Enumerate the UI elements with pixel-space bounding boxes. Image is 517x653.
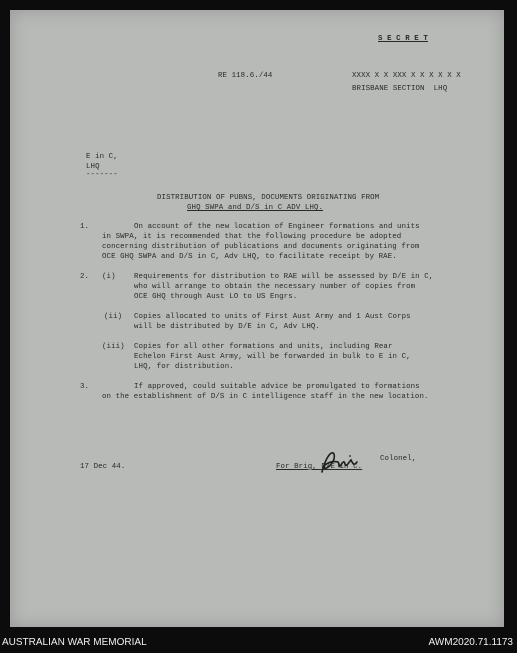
para-2ii-label: (ii) bbox=[104, 313, 123, 321]
section-heading: BRISBANE SECTION LHQ bbox=[352, 85, 448, 93]
subject-line-2: GHQ SWPA and D/S in C ADV LHQ. bbox=[187, 204, 324, 212]
document-date: 17 Dec 44. bbox=[80, 463, 126, 471]
para-2iii-line-3: LHQ, for distribution. bbox=[134, 363, 234, 371]
para-1-line-1: On account of the new location of Engineer formations and units bbox=[134, 223, 420, 231]
archive-reference: AWM2020.71.1173 bbox=[428, 637, 513, 648]
addressee-line-2: LHQ bbox=[86, 163, 100, 171]
para-2ii-line-2: will be distributed by D/E in C, Adv LHQ. bbox=[134, 323, 320, 331]
para-1-line-2: in SWPA, it is recommended that the following procedure be adopted bbox=[102, 233, 402, 241]
subject-line-1: DISTRIBUTION OF PUBNS, DOCUMENTS ORIGINATING FROM bbox=[157, 194, 380, 202]
para-1-number: 1. bbox=[80, 223, 90, 231]
para-2i-line-1: Requirements for distribution to RAE will be assessed by D/E in C, bbox=[134, 273, 434, 281]
para-3-number: 3. bbox=[80, 383, 90, 391]
para-3-line-2: on the establishment of D/S in C intelligence staff in the new location. bbox=[102, 393, 429, 401]
para-2iii-line-2: Echelon First Aust Army, will be forwarded in bulk to E in C, bbox=[134, 353, 411, 361]
para-2-number: 2. bbox=[80, 273, 90, 281]
para-2i-line-3: OCE GHQ through Aust LO to US Engrs. bbox=[134, 293, 298, 301]
para-2i-line-2: who will arrange to obtain the necessary number of copies from bbox=[134, 283, 416, 291]
classification-marking: S E C R E T bbox=[378, 35, 428, 43]
para-1-line-3: concerning distribution of publications and documents originating from bbox=[102, 243, 420, 251]
para-2iii-line-1: Copies for all other formations and units, including Rear bbox=[134, 343, 393, 351]
archive-credit: AUSTRALIAN WAR MEMORIAL bbox=[2, 637, 147, 648]
addressee-line-1: E in C, bbox=[86, 153, 118, 161]
signature-for-line: For Brig, D/E in C. bbox=[276, 463, 363, 471]
para-1-line-4: OCE GHQ SWPA and D/S in C, Adv LHQ, to facilitate receipt by RAE. bbox=[102, 253, 397, 261]
reference-number: RE 118.6./44 bbox=[218, 72, 273, 80]
para-2ii-line-1: Copies allocated to units of First Aust Army and 1 Aust Corps bbox=[134, 313, 411, 321]
para-2iii-label: (iii) bbox=[102, 343, 125, 351]
addressee-rule: ------- bbox=[86, 171, 118, 179]
para-2i-label: (i) bbox=[102, 273, 116, 281]
signatory-rank: Colonel, bbox=[380, 455, 417, 463]
para-3-line-1: If approved, could suitable advice be promulgated to formations bbox=[134, 383, 420, 391]
struck-out-line: XXXX X X XXX X X X X X X bbox=[352, 72, 461, 80]
